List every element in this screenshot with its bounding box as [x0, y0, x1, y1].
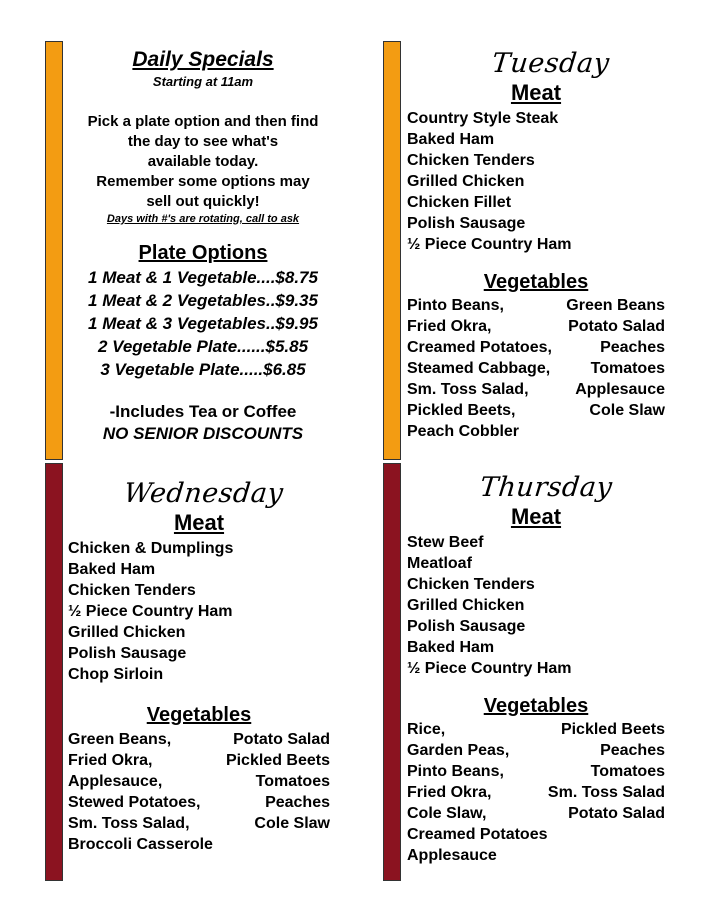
veg-item: Applesauce: [575, 381, 665, 398]
veg-row: [68, 729, 330, 750]
thursday-heading: Thursday: [478, 472, 614, 503]
meat-item: Chicken Tenders: [407, 576, 535, 593]
meat-item: Chicken & Dumplings: [68, 540, 234, 557]
veg-row: [407, 337, 665, 358]
veg-row: [407, 845, 665, 866]
veg-item: Fried Okra,: [407, 784, 492, 801]
veg-item: Tomatoes: [590, 360, 665, 377]
tuesday-heading: Tuesday: [490, 48, 612, 79]
specials-title: Daily Specials: [132, 48, 274, 71]
wednesday-heading: Wednesday: [122, 478, 286, 509]
veg-item: Green Beans: [566, 297, 665, 314]
veg-item: Fried Okra,: [407, 318, 492, 335]
meat-item: Grilled Chicken: [407, 597, 525, 614]
specials-accent-bar: [45, 41, 63, 460]
veg-item: Broccoli Casserole: [68, 836, 213, 853]
meat-item: ½ Piece Country Ham: [68, 603, 233, 620]
veg-item: Potato Salad: [568, 318, 665, 335]
veg-item: Rice,: [407, 721, 446, 738]
veg-item: Creamed Potatoes: [407, 826, 548, 843]
meat-item: Polish Sausage: [407, 215, 526, 232]
thursday-veg-list: [407, 719, 665, 866]
tuesday-meat-title: Meat: [510, 80, 562, 105]
meat-item: Chop Sirloin: [68, 666, 164, 683]
plate-option: 1 Meat & 2 Vegetables..$9.35: [88, 291, 318, 310]
meat-item: ½ Piece Country Ham: [407, 236, 572, 253]
veg-row: [407, 379, 665, 400]
veg-item: Peaches: [265, 794, 330, 811]
includes-drink: -Includes Tea or Coffee: [109, 402, 297, 421]
veg-item: Cole Slaw: [254, 815, 330, 832]
veg-item: Steamed Cabbage,: [407, 360, 551, 377]
veg-item: Garden Peas,: [407, 742, 510, 759]
meat-item: Baked Ham: [68, 561, 156, 578]
veg-row: [407, 782, 665, 803]
meat-item: Meatloaf: [407, 555, 472, 572]
veg-item: Sm. Toss Salad: [547, 784, 665, 801]
veg-item: Pickled Beets: [560, 721, 665, 738]
meat-item: Grilled Chicken: [68, 624, 186, 641]
thursday-meat-title: Meat: [510, 504, 562, 529]
wednesday-meat-list: [68, 538, 330, 685]
veg-row: [407, 316, 665, 337]
veg-item: Creamed Potatoes,: [407, 339, 552, 356]
veg-item: Potato Salad: [568, 805, 665, 822]
daily-specials-panel: [68, 48, 338, 445]
veg-row: [407, 295, 665, 316]
plate-options-title: Plate Options: [138, 242, 268, 264]
veg-item: Stewed Potatoes,: [68, 794, 201, 811]
intro-line: Pick a plate option and then find: [87, 113, 319, 130]
thursday-panel: [407, 472, 665, 866]
veg-item: Peaches: [600, 339, 665, 356]
veg-row: [407, 400, 665, 421]
plate-option: 1 Meat & 3 Vegetables..$9.95: [88, 314, 318, 333]
veg-item: Applesauce,: [68, 773, 163, 790]
tuesday-panel: [407, 48, 665, 442]
veg-item: Green Beans,: [68, 731, 172, 748]
meat-item: Chicken Fillet: [407, 194, 512, 211]
intro-line: the day to see what's: [127, 133, 279, 150]
veg-item: Sm. Toss Salad,: [407, 381, 529, 398]
meat-item: Chicken Tenders: [407, 152, 535, 169]
meat-item: Stew Beef: [407, 534, 484, 551]
tuesday-veg-title: Vegetables: [483, 271, 589, 293]
thursday-meat-list: [407, 532, 665, 679]
veg-item: Cole Slaw,: [407, 805, 487, 822]
no-senior-discounts: NO SENIOR DISCOUNTS: [102, 424, 304, 443]
specials-intro: [68, 112, 338, 212]
veg-row: [407, 421, 665, 442]
plate-option: 1 Meat & 1 Vegetable....$8.75: [88, 268, 318, 287]
tuesday-meat-list: [407, 108, 665, 255]
veg-item: Tomatoes: [590, 763, 665, 780]
tuesday-veg-list: [407, 295, 665, 442]
veg-row: [68, 792, 330, 813]
veg-item: Cole Slaw: [589, 402, 665, 419]
veg-row: [407, 761, 665, 782]
veg-row: [407, 740, 665, 761]
thursday-veg-title: Vegetables: [483, 695, 589, 717]
veg-item: Peach Cobbler: [407, 423, 520, 440]
intro-line: available today.: [147, 153, 259, 170]
wednesday-meat-title: Meat: [173, 510, 225, 535]
veg-row: [407, 719, 665, 740]
meat-item: Polish Sausage: [68, 645, 187, 662]
veg-item: Fried Okra,: [68, 752, 153, 769]
veg-row: [68, 750, 330, 771]
veg-item: Pinto Beans,: [407, 297, 504, 314]
meat-item: Baked Ham: [407, 639, 495, 656]
veg-item: Pinto Beans,: [407, 763, 504, 780]
wednesday-veg-list: [68, 729, 330, 855]
plate-options-list: [68, 266, 338, 381]
intro-line: sell out quickly!: [146, 193, 260, 210]
thursday-accent-bar: [383, 463, 401, 881]
wednesday-veg-title: Vegetables: [146, 704, 252, 726]
veg-item: Pickled Beets: [225, 752, 330, 769]
meat-item: Baked Ham: [407, 131, 495, 148]
specials-start-time: Starting at 11am: [152, 74, 254, 89]
veg-item: Pickled Beets,: [407, 402, 516, 419]
veg-row: [68, 771, 330, 792]
meat-item: Polish Sausage: [407, 618, 526, 635]
tuesday-accent-bar: [383, 41, 401, 460]
intro-line: Remember some options may: [96, 173, 310, 190]
veg-item: Applesauce: [407, 847, 497, 864]
veg-item: Sm. Toss Salad,: [68, 815, 190, 832]
meat-item: Chicken Tenders: [68, 582, 196, 599]
veg-row: [407, 824, 665, 845]
veg-item: Tomatoes: [255, 773, 330, 790]
plate-option: 2 Vegetable Plate......$5.85: [97, 337, 309, 356]
meat-item: Country Style Steak: [407, 110, 559, 127]
veg-item: Peaches: [600, 742, 665, 759]
meat-item: ½ Piece Country Ham: [407, 660, 572, 677]
veg-row: [68, 834, 330, 855]
wednesday-accent-bar: [45, 463, 63, 881]
wednesday-panel: [68, 478, 330, 855]
veg-row: [68, 813, 330, 834]
plate-option: 3 Vegetable Plate.....$6.85: [100, 360, 306, 379]
veg-item: Potato Salad: [233, 731, 330, 748]
veg-row: [407, 803, 665, 824]
rotating-note: Days with #'s are rotating, call to ask: [106, 213, 300, 225]
meat-item: Grilled Chicken: [407, 173, 525, 190]
veg-row: [407, 358, 665, 379]
